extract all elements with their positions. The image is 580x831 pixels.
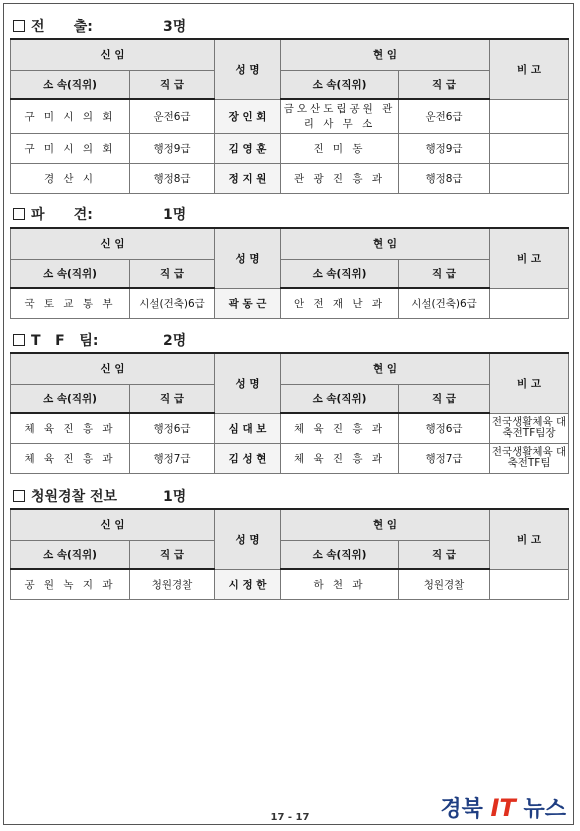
name-cell: 정 지 원 [215,163,281,193]
current-dept-cell: 관 광 진 흥 과 [281,163,399,193]
header-new-grade: 직 급 [130,259,215,288]
header-new-grade: 직 급 [130,70,215,99]
note-cell: 전국생활체육 대축전TF팀 [490,443,569,473]
new-dept-cell: 공 원 녹 지 과 [11,569,130,599]
header-name: 성 명 [215,509,281,569]
checkbox-square-icon [13,208,25,220]
transfer-table [10,227,569,319]
header-current: 현 임 [281,509,490,540]
section-count: 2명 [163,333,187,349]
current-dept-cell: 안 전 재 난 과 [281,288,399,318]
header-new: 신 임 [11,228,215,259]
name-cell: 김 영 훈 [215,133,281,163]
section-label: T F 팀: [31,333,99,349]
header-cur-dept: 소 속(직위) [281,70,399,99]
checkbox-square-icon [13,490,25,502]
current-grade-cell: 시설(건축)6급 [399,288,490,318]
table-row [11,163,569,193]
name-cell: 장 인 회 [215,99,281,133]
new-dept-cell: 체 육 진 흥 과 [11,413,130,443]
note-cell [490,163,569,193]
header-new: 신 임 [11,509,215,540]
logo-text-it: IT [490,794,516,822]
transfer-table [10,352,569,474]
name-cell: 심 대 보 [215,413,281,443]
name-cell: 곽 동 근 [215,288,281,318]
table-row [11,133,569,163]
section-label: 파 견: [31,207,93,223]
new-dept-cell: 구 미 시 의 회 [11,133,130,163]
header-note: 비 고 [490,509,569,569]
note-cell [490,569,569,599]
section-count: 1명 [163,489,187,505]
transfer-table [10,508,569,600]
new-dept-cell: 구 미 시 의 회 [11,99,130,133]
section-count: 1명 [163,207,187,223]
section-title [13,204,187,224]
name-cell: 시 정 한 [215,569,281,599]
header-note: 비 고 [490,353,569,413]
new-dept-cell: 경 산 시 [11,163,130,193]
header-cur-dept: 소 속(직위) [281,259,399,288]
section-title [13,486,187,506]
header-new: 신 임 [11,353,215,384]
news-logo [440,792,566,823]
table-row [11,413,569,443]
new-grade-cell: 행정7급 [130,443,215,473]
table-row [11,288,569,318]
header-name: 성 명 [215,228,281,288]
header-current: 현 임 [281,39,490,70]
header-cur-grade: 직 급 [399,259,490,288]
note-cell [490,99,569,133]
header-new-grade: 직 급 [130,384,215,413]
new-dept-cell: 국 토 교 통 부 [11,288,130,318]
header-new-dept: 소 속(직위) [11,259,130,288]
new-grade-cell: 청원경찰 [130,569,215,599]
header-new: 신 임 [11,39,215,70]
section-count: 3명 [163,19,187,35]
current-dept-cell: 금오산도립공원 관 리 사 무 소 [281,99,399,133]
logo-text-left: 경북 [440,797,483,822]
section-label: 전 출: [31,19,93,35]
current-dept-cell: 진 미 동 [281,133,399,163]
header-cur-grade: 직 급 [399,70,490,99]
new-dept-cell: 체 육 진 흥 과 [11,443,130,473]
header-new-dept: 소 속(직위) [11,384,130,413]
header-cur-dept: 소 속(직위) [281,384,399,413]
page-number: 17 - 17 [270,812,310,823]
transfer-table [10,38,569,194]
current-dept-cell: 체 육 진 흥 과 [281,443,399,473]
header-new-dept: 소 속(직위) [11,540,130,569]
header-note: 비 고 [490,228,569,288]
note-cell [490,288,569,318]
header-new-dept: 소 속(직위) [11,70,130,99]
section-label: 청원경찰 전보 [31,489,118,505]
header-note: 비 고 [490,39,569,99]
header-name: 성 명 [215,353,281,413]
new-grade-cell: 시설(건축)6급 [130,288,215,318]
section-title [13,330,187,350]
table-row [11,99,569,133]
name-cell: 김 성 현 [215,443,281,473]
current-dept-cell: 하 천 과 [281,569,399,599]
header-cur-grade: 직 급 [399,540,490,569]
header-cur-dept: 소 속(직위) [281,540,399,569]
header-cur-grade: 직 급 [399,384,490,413]
header-current: 현 임 [281,228,490,259]
logo-text-right: 뉴스 [523,797,566,822]
current-grade-cell: 행정6급 [399,413,490,443]
current-grade-cell: 행정9급 [399,133,490,163]
section-title [13,16,187,36]
header-current: 현 임 [281,353,490,384]
new-grade-cell: 운전6급 [130,99,215,133]
new-grade-cell: 행정9급 [130,133,215,163]
table-row [11,569,569,599]
table-row [11,443,569,473]
note-cell [490,133,569,163]
checkbox-square-icon [13,20,25,32]
note-cell: 전국생활체육 대축전TF팀장 [490,413,569,443]
current-grade-cell: 운전6급 [399,99,490,133]
new-grade-cell: 행정6급 [130,413,215,443]
new-grade-cell: 행정8급 [130,163,215,193]
current-dept-cell: 체 육 진 흥 과 [281,413,399,443]
current-grade-cell: 청원경찰 [399,569,490,599]
checkbox-square-icon [13,334,25,346]
header-new-grade: 직 급 [130,540,215,569]
current-grade-cell: 행정8급 [399,163,490,193]
current-grade-cell: 행정7급 [399,443,490,473]
header-name: 성 명 [215,39,281,99]
